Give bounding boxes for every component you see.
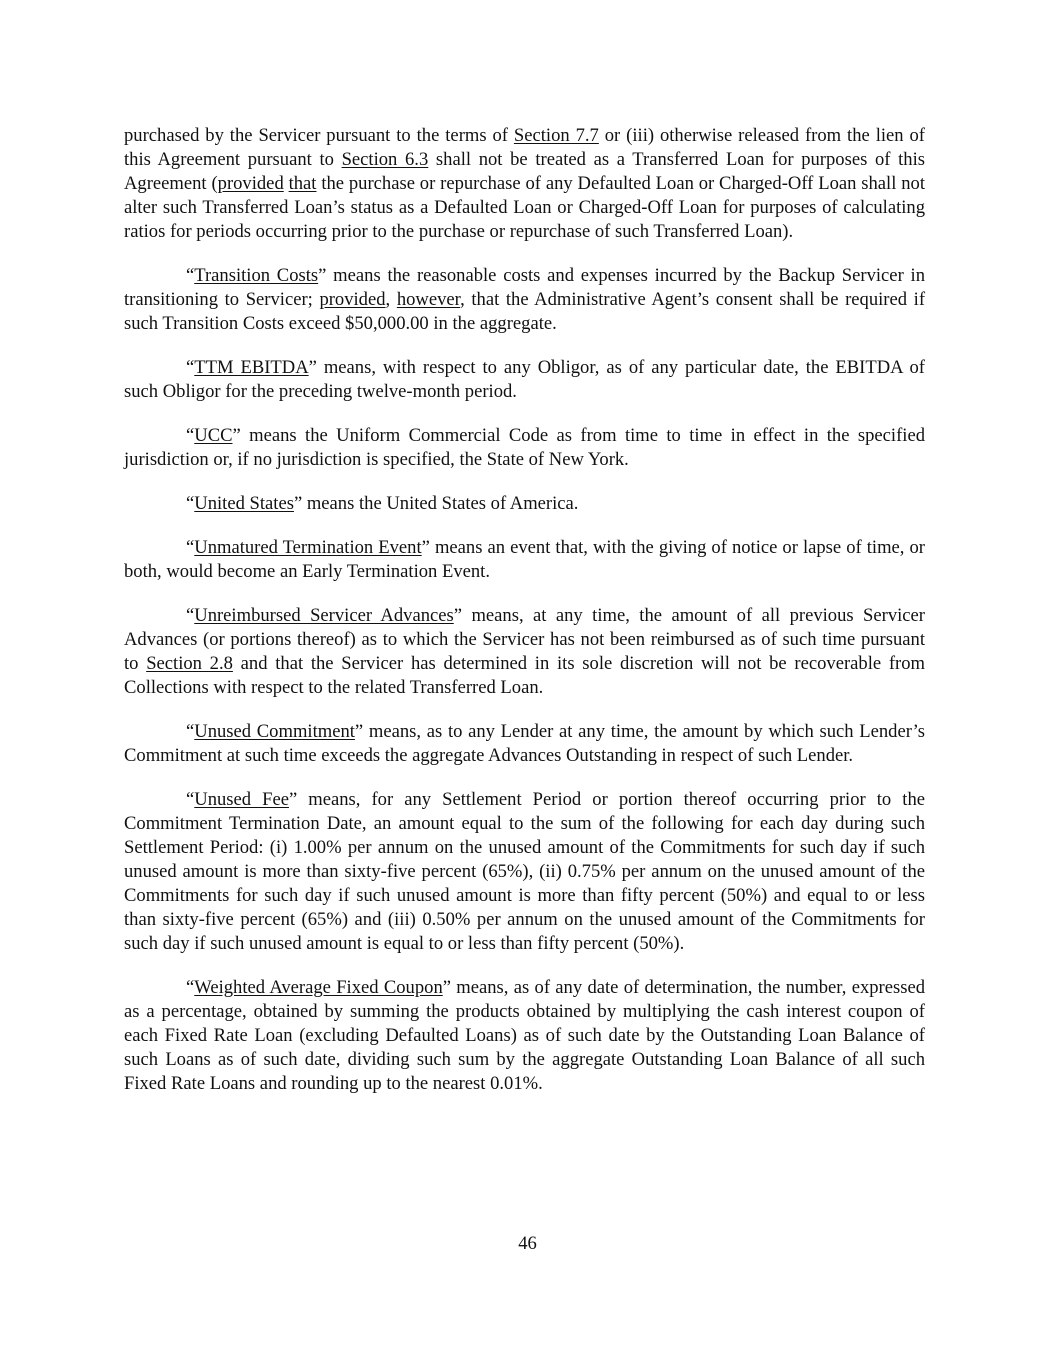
open-quote: “ — [186, 789, 195, 810]
definition-ucc — [124, 424, 925, 472]
text: ” means, as to any Lender at any time, the amount by which such Lender’s Commitment at such time exceeds the aggregate Advances Outstanding in respect of such Lender. — [124, 721, 926, 766]
open-quote: “ — [186, 537, 195, 558]
text: shall not be treated as a Transferred Loan for purposes of this Agreement ( — [124, 149, 925, 194]
section-reference: Section 2.8 — [146, 653, 233, 674]
defined-term: UCC — [194, 425, 233, 446]
definition-weighted-average-fixed-coupon — [124, 976, 925, 1096]
text: or (iii) otherwise released from the lien of this Agreement pursuant to — [124, 125, 925, 170]
emphasis-term: provided — [319, 289, 386, 310]
text: , that the Administrative Agent’s consent shall be required if such Transition Costs exceed $50,000.00 in the aggregate. — [124, 289, 926, 334]
defined-term: Unused Fee — [194, 789, 289, 810]
open-quote: “ — [186, 265, 195, 286]
text: ” means an event that, with the giving of notice or lapse of time, or both, would become an Early Termination Event. — [124, 537, 925, 582]
emphasis-term: that — [288, 173, 317, 194]
open-quote: “ — [186, 977, 195, 998]
text: ” means, for any Settlement Period or portion thereof occurring prior to the Commitment Termination Date, an amount equal to the sum of the following for each day during such Settlement Period: (i) 1.00% per annum on the unused amount of the Commitments for such day if such unused amount is more than sixty-five percent (65%), (ii) 0.75% per annum on the unused amount of the Commitments for such day if such unused amount is more than fifty percent (50%) and equal to or less than sixty-five percent (65%) and (iii) 0.50% per annum on the unused amount of the Commitments for such day if such unused amount is equal to or less than fifty percent (50%). — [124, 789, 925, 954]
document-body — [124, 124, 925, 1116]
text: ” means the reasonable costs and expenses incurred by the Backup Servicer in transitioning to Servicer; — [124, 265, 925, 310]
definition-united-states — [124, 492, 925, 516]
defined-term: Unused Commitment — [194, 721, 355, 742]
definition-transition-costs — [124, 264, 925, 336]
definition-unused-fee — [124, 788, 925, 956]
text: ” means the Uniform Commercial Code as from time to time in effect in the specified jurisdiction or, if no jurisdiction is specified, the State of New York. — [124, 425, 925, 470]
open-quote: “ — [186, 721, 195, 742]
defined-term: Transition Costs — [194, 265, 319, 286]
open-quote: “ — [186, 357, 195, 378]
section-reference: Section 6.3 — [341, 149, 429, 170]
emphasis-term: however — [396, 289, 461, 310]
text: and that the Servicer has determined in its sole discretion will not be recoverable from Collections with respect to the related Transferred Loan. — [124, 653, 925, 698]
text: ” means, at any time, the amount of all previous Servicer Advances (or portions thereof) as to which the Servicer has not been reimbursed as of such time pursuant to — [124, 605, 926, 674]
open-quote: “ — [186, 425, 195, 446]
paragraph-continuation — [124, 124, 925, 244]
text: ” means, as of any date of determination, the number, expressed as a percentage, obtained by summing the products obtained by multiplying the cash interest coupon of each Fixed Rate Loan (excluding Defaulted Loans) as of such date by the Outstanding Loan Balance of such Loans as of such date, dividing such sum by the aggregate Outstanding Loan Balance of all such Fixed Rate Loans and rounding up to the nearest 0.01%. — [124, 977, 926, 1094]
defined-term: Weighted Average Fixed Coupon — [194, 977, 443, 998]
text: , — [385, 289, 397, 310]
text: ” means, with respect to any Obligor, as of any particular date, the EBITDA of such Obligor for the preceding twelve-month period. — [124, 357, 925, 402]
section-reference: Section 7.7 — [513, 125, 599, 146]
definition-unused-commitment — [124, 720, 925, 768]
defined-term: TTM EBITDA — [194, 357, 309, 378]
text: ” means the United States of America. — [293, 493, 579, 514]
text: purchased by the Servicer pursuant to the terms of — [124, 125, 514, 146]
defined-term: United States — [194, 493, 294, 514]
definition-unreimbursed-servicer-advances — [124, 604, 925, 700]
open-quote: “ — [186, 493, 195, 514]
open-quote: “ — [186, 605, 195, 626]
emphasis-term: provided — [217, 173, 284, 194]
definition-unmatured-termination-event — [124, 536, 925, 584]
defined-term: Unreimbursed Servicer Advances — [194, 605, 454, 626]
defined-term: Unmatured Termination Event — [194, 537, 422, 558]
text: the purchase or repurchase of any Defaulted Loan or Charged-Off Loan shall not alter such Transferred Loan’s status as a Defaulted Loan or Charged-Off Loan for purposes of calculating ratios for periods occurring prior to the purchase or repurchase of such Transferred Loan). — [124, 173, 925, 242]
page-number: 46 — [518, 1233, 537, 1254]
definition-ttm-ebitda — [124, 356, 925, 404]
